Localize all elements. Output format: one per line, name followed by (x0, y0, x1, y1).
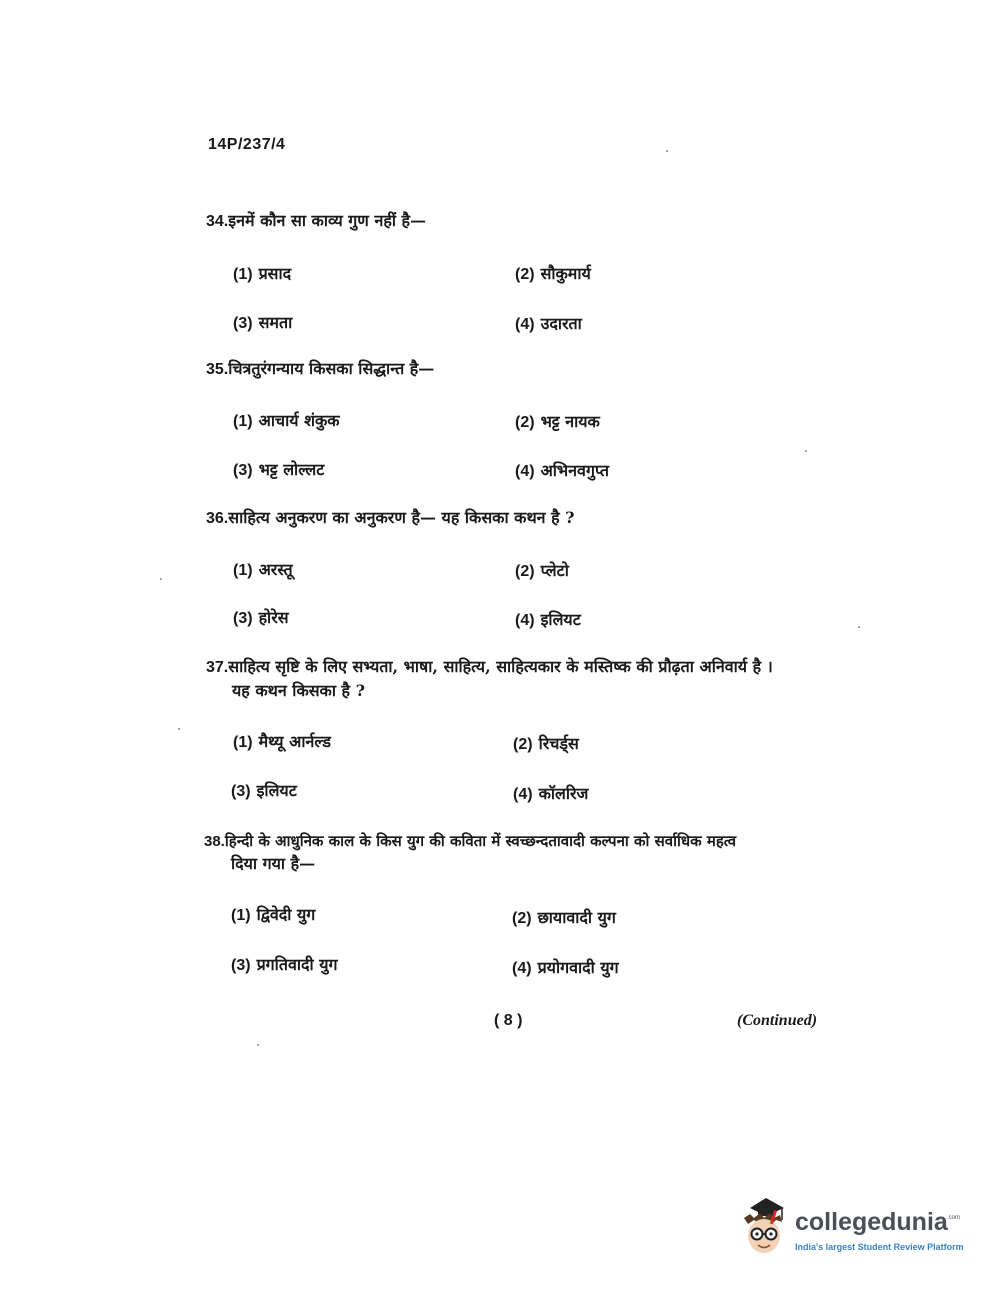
option: (2) भट्ट नायक (515, 412, 600, 431)
option: (3) भट्ट लोल्लट (233, 460, 325, 479)
continued-label: (Continued) (737, 1012, 818, 1029)
option: (1) आचार्य शंकुक (233, 411, 340, 430)
option: (3) होरेस (233, 608, 289, 627)
logo-tagline: India's largest Student Review Platform (795, 1242, 964, 1252)
question-text: साहित्य अनुकरण का अनुकरण है— यह किसका कथन है ? (228, 508, 575, 527)
question-number: 34. (206, 213, 229, 230)
option: (4) कॉलरिज (513, 784, 589, 803)
question-35 (206, 358, 826, 381)
question-34 (206, 210, 826, 233)
question-text: हिन्दी के आधुनिक काल के किस युग की कविता में स्वच्छन्दतावादी कल्पना को सर्वाधिक महत्व (224, 832, 737, 850)
question-36 (206, 507, 826, 530)
option: (2) रिचर्ड्स (513, 734, 579, 753)
option: (4) अभिनवगुप्त (515, 461, 610, 480)
option: (3) प्रगतिवादी युग (231, 955, 338, 974)
option: (1) मैथ्यू आर्नल्ड (233, 732, 331, 751)
option: (1) अरस्तू (233, 560, 293, 579)
question-38-line-2: दिया गया है— (231, 854, 316, 873)
option: (3) समता (233, 313, 293, 332)
option: (4) उदारता (515, 314, 582, 333)
question-37 (206, 656, 826, 679)
option: (2) छायावादी युग (512, 908, 616, 927)
option: (1) प्रसाद (233, 264, 292, 283)
option: (4) इलियट (515, 610, 581, 629)
question-37-line-2: यह कथन किसका है ? (232, 681, 366, 700)
question-number: 37. (206, 659, 229, 676)
question-text: इनमें कौन सा काव्य गुण नहीं है— (228, 211, 427, 230)
question-number: 36. (206, 510, 229, 527)
question-number: 35. (206, 361, 229, 378)
option: (2) सौकुमार्य (515, 264, 591, 283)
question-text: साहित्य सृष्टि के लिए सभ्यता, भाषा, साहित्य, साहित्यकार के मस्तिष्क की प्रौढ़ता अनिवार्य है । (228, 657, 773, 676)
question-text: चित्रतुरंगन्याय किसका सिद्धान्त है— (228, 359, 435, 378)
logo-wordmark: collegedunia (795, 1208, 948, 1236)
question-number: 38. (204, 833, 225, 850)
question-38 (204, 830, 844, 853)
page-number: ( 8 ) (494, 1012, 523, 1029)
paper-code: 14P/237/4 (208, 136, 286, 153)
option: (1) द्विवेदी युग (231, 905, 316, 924)
option: (3) इलियट (231, 781, 297, 800)
logo-domain: .com (947, 1215, 961, 1221)
option: (2) प्लेटो (515, 561, 569, 580)
option: (4) प्रयोगवादी युग (512, 958, 619, 977)
